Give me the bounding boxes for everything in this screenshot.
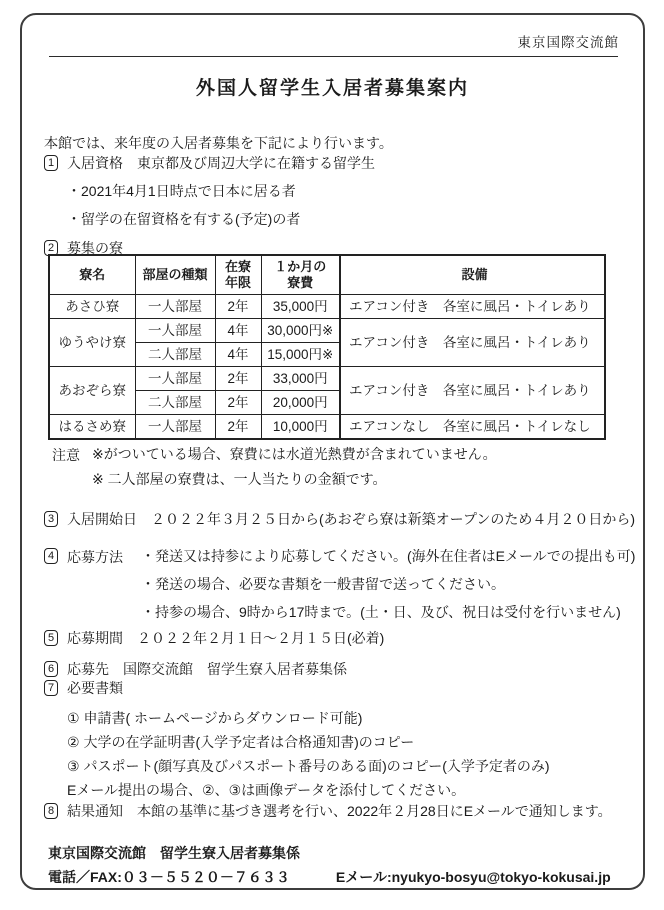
room-type: 一人部屋	[135, 367, 215, 391]
fee: 20,000円	[261, 391, 340, 415]
footer-phone: 電話／FAX:０３－５５２０－７６３３	[48, 869, 290, 885]
term: 2年	[215, 295, 261, 319]
fee: 10,000円	[261, 415, 340, 440]
dorm-name: はるさめ寮	[49, 415, 135, 440]
required-doc-item: ① 申請書( ホームページからダウンロード可能)	[67, 710, 363, 726]
term: 2年	[215, 415, 261, 440]
section-6-label: 応募先	[67, 661, 109, 677]
fee: 33,000円	[261, 367, 340, 391]
section-application-method	[44, 547, 636, 622]
table-row	[49, 367, 605, 391]
notes-label: 注意	[52, 447, 80, 463]
section-eligibility	[44, 154, 633, 229]
required-doc-item: ③ パスポート(顔写真及びパスポート番号のある面)のコピー(入学予定者のみ)	[67, 758, 550, 774]
term: 4年	[215, 343, 261, 367]
footer-contact	[48, 844, 611, 887]
room-type: 二人部屋	[135, 391, 215, 415]
equipment: エアコン付き 各室に風呂・トイレあり	[340, 295, 605, 319]
table-row	[49, 415, 605, 440]
section-4-number: 4	[44, 548, 58, 564]
section-3-label: 入居開始日	[67, 511, 137, 527]
eligibility-bullet: ・留学の在留資格を有する(予定)の者	[67, 211, 301, 227]
room-type: 一人部屋	[135, 319, 215, 343]
col-header-name: 寮名	[49, 255, 135, 295]
term: 2年	[215, 367, 261, 391]
table-row	[49, 319, 605, 343]
section-3-number: 3	[44, 511, 58, 527]
col-header-equip: 設備	[340, 255, 605, 295]
section-2-label: 募集の寮	[67, 240, 123, 256]
section-application-address	[44, 660, 633, 679]
section-8-number: 8	[44, 803, 58, 819]
col-header-term: 在寮 年限	[215, 255, 261, 295]
dorm-name: ゆうやけ寮	[49, 319, 135, 367]
document-page	[20, 13, 645, 890]
fee: 30,000円※	[261, 319, 340, 343]
section-6-number: 6	[44, 661, 58, 677]
section-1-label: 入居資格	[67, 155, 123, 171]
fee: 15,000円※	[261, 343, 340, 367]
section-5-value: ２０２２年２月１日～２月１５日(必着)	[137, 630, 385, 646]
col-header-fee: １か月の 寮費	[261, 255, 340, 295]
table-row	[49, 295, 605, 319]
required-doc-item: Eメール提出の場合、②、③は画像データを添付してください。	[67, 782, 466, 798]
section-1-number: 1	[44, 155, 58, 171]
room-type: 一人部屋	[135, 415, 215, 440]
col-header-room: 部屋の種類	[135, 255, 215, 295]
section-5-label: 応募期間	[67, 630, 123, 646]
section-6-value: 国際交流館 留学生寮入居者募集係	[123, 661, 347, 677]
section-3-value: ２０２２年３月２５日から(あおぞら寮は新築オープンのため４月２０日から)	[151, 511, 636, 527]
section-required-documents	[44, 679, 633, 800]
footer-dept: 東京国際交流館 留学生寮入居者募集係	[48, 845, 300, 861]
note-line: ※ 二人部屋の寮費は、一人当たりの金額です。	[92, 471, 387, 487]
section-4-label: 応募方法	[67, 549, 123, 565]
table-header-row	[49, 255, 605, 295]
table-notes	[52, 445, 497, 489]
term: 2年	[215, 391, 261, 415]
section-7-label: 必要書類	[67, 680, 123, 696]
section-result-notice	[44, 802, 633, 821]
method-bullet: ・発送の場合、必要な書類を一般書留で送ってください。	[141, 576, 505, 592]
equipment: エアコンなし 各室に風呂・トイレなし	[340, 415, 605, 440]
dorm-table	[48, 254, 606, 440]
section-5-number: 5	[44, 630, 58, 646]
section-8-value: 本館の基準に基づき選考を行い、2022年２月28日にEメールで通知します。	[137, 803, 612, 819]
term: 4年	[215, 319, 261, 343]
section-2-number: 2	[44, 240, 58, 256]
eligibility-bullet: ・2021年4月1日時点で日本に居る者	[67, 183, 296, 199]
method-bullet: ・発送又は持参により応募してください。(海外在住者はEメールでの提出も可)	[141, 548, 636, 564]
section-move-in-date	[44, 510, 636, 529]
room-type: 二人部屋	[135, 343, 215, 367]
note-line: ※がついている場合、寮費には水道光熱費が含まれていません。	[92, 446, 497, 462]
dorm-name: あさひ寮	[49, 295, 135, 319]
equipment: エアコン付き 各室に風呂・トイレあり	[340, 367, 605, 415]
section-7-number: 7	[44, 680, 58, 696]
section-1-value: 東京都及び周辺大学に在籍する留学生	[137, 155, 375, 171]
intro-text: 本館では、来年度の入居者募集を下記により行います。	[44, 135, 393, 151]
equipment: エアコン付き 各室に風呂・トイレあり	[340, 319, 605, 367]
required-doc-item: ② 大学の在学証明書(入学予定者は合格通知書)のコピー	[67, 734, 415, 750]
footer-email: Eメール:nyukyo-bosyu@tokyo-kokusai.jp	[335, 869, 611, 885]
page-title: 外国人留学生入居者募集案内	[195, 78, 469, 99]
room-type: 一人部屋	[135, 295, 215, 319]
header-rule	[49, 56, 618, 57]
method-bullet: ・持参の場合、9時から17時まで。(土・日、及び、祝日は受付を行いません)	[141, 604, 621, 620]
section-8-label: 結果通知	[67, 803, 123, 819]
org-name: 東京国際交流館	[517, 35, 619, 50]
dorm-name: あおぞら寮	[49, 367, 135, 415]
fee: 35,000円	[261, 295, 340, 319]
section-application-period	[44, 629, 633, 648]
